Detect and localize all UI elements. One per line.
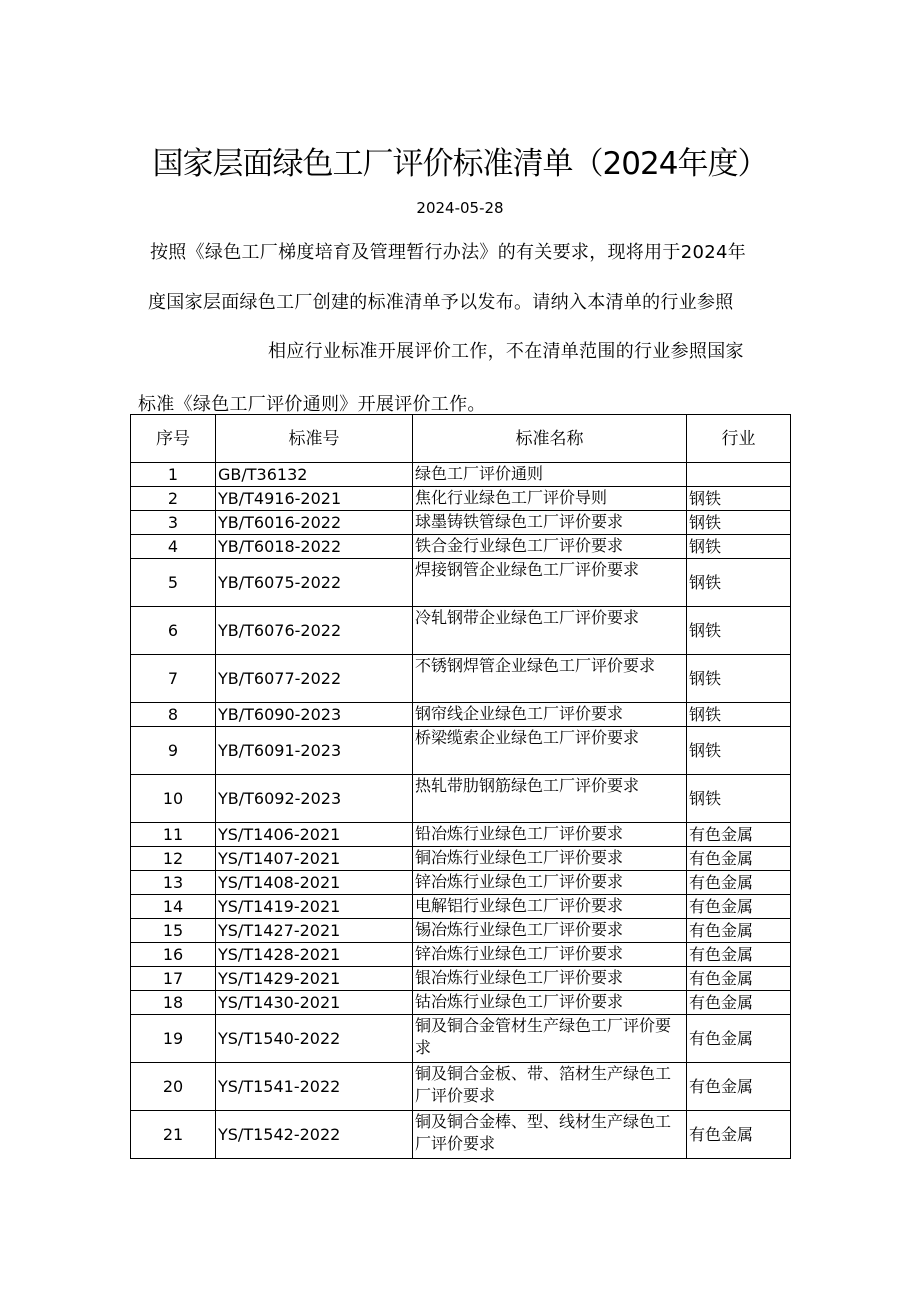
standard-code: YS/T1419-2021 bbox=[216, 895, 413, 919]
standard-code: YS/T1541-2022 bbox=[216, 1063, 413, 1111]
standard-name: 银冶炼行业绿色工厂评价要求 bbox=[413, 967, 687, 991]
table-row bbox=[131, 847, 791, 871]
industry: 有色金属 bbox=[687, 943, 791, 967]
standard-code: YS/T1407-2021 bbox=[216, 847, 413, 871]
industry: 钢铁 bbox=[687, 775, 791, 823]
row-number: 16 bbox=[131, 943, 216, 967]
intro-line-4: 标准《绿色工厂评价通则》开展评价工作。 bbox=[138, 394, 486, 415]
standard-name: 冷轧钢带企业绿色工厂评价要求 bbox=[413, 607, 687, 655]
row-number: 12 bbox=[131, 847, 216, 871]
row-number: 17 bbox=[131, 967, 216, 991]
industry: 有色金属 bbox=[687, 1063, 791, 1111]
header-code: 标准号 bbox=[216, 415, 413, 463]
industry: 钢铁 bbox=[687, 727, 791, 775]
intro-line-2: 度国家层面绿色工厂创建的标准清单予以发布。请纳入本清单的行业参照 bbox=[148, 292, 734, 313]
standard-code: YS/T1430-2021 bbox=[216, 991, 413, 1015]
table-row bbox=[131, 775, 791, 823]
row-number: 10 bbox=[131, 775, 216, 823]
header-industry: 行业 bbox=[687, 415, 791, 463]
standard-code: YS/T1542-2022 bbox=[216, 1111, 413, 1159]
standard-code: YS/T1427-2021 bbox=[216, 919, 413, 943]
standard-name: 铜及铜合金棒、型、线材生产绿色工厂评价要求 bbox=[413, 1111, 687, 1159]
table-row bbox=[131, 919, 791, 943]
industry: 有色金属 bbox=[687, 871, 791, 895]
row-number: 1 bbox=[131, 463, 216, 487]
industry: 有色金属 bbox=[687, 823, 791, 847]
row-number: 2 bbox=[131, 487, 216, 511]
standard-code: YB/T6076-2022 bbox=[216, 607, 413, 655]
standard-code: YB/T6092-2023 bbox=[216, 775, 413, 823]
industry: 钢铁 bbox=[687, 607, 791, 655]
table-row bbox=[131, 607, 791, 655]
industry: 钢铁 bbox=[687, 511, 791, 535]
standard-code: YS/T1540-2022 bbox=[216, 1015, 413, 1063]
table-row bbox=[131, 1111, 791, 1159]
table-row bbox=[131, 895, 791, 919]
standard-name: 钢帘线企业绿色工厂评价要求 bbox=[413, 703, 687, 727]
header-no: 序号 bbox=[131, 415, 216, 463]
standard-name: 不锈钢焊管企业绿色工厂评价要求 bbox=[413, 655, 687, 703]
row-number: 3 bbox=[131, 511, 216, 535]
standard-code: YS/T1406-2021 bbox=[216, 823, 413, 847]
row-number: 7 bbox=[131, 655, 216, 703]
standard-code: YS/T1408-2021 bbox=[216, 871, 413, 895]
industry: 钢铁 bbox=[687, 487, 791, 511]
standard-name: 球墨铸铁管绿色工厂评价要求 bbox=[413, 511, 687, 535]
header-name: 标准名称 bbox=[413, 415, 687, 463]
standard-name: 电解铝行业绿色工厂评价要求 bbox=[413, 895, 687, 919]
industry: 钢铁 bbox=[687, 703, 791, 727]
table-row bbox=[131, 703, 791, 727]
table-row bbox=[131, 871, 791, 895]
row-number: 6 bbox=[131, 607, 216, 655]
table-row bbox=[131, 967, 791, 991]
industry: 有色金属 bbox=[687, 967, 791, 991]
standards-table bbox=[130, 414, 791, 1159]
standard-name: 铜及铜合金板、带、箔材生产绿色工厂评价要求 bbox=[413, 1063, 687, 1111]
table-row bbox=[131, 1015, 791, 1063]
standard-name: 绿色工厂评价通则 bbox=[413, 463, 687, 487]
standard-name: 焊接钢管企业绿色工厂评价要求 bbox=[413, 559, 687, 607]
standard-code: YB/T6016-2022 bbox=[216, 511, 413, 535]
industry: 有色金属 bbox=[687, 919, 791, 943]
standard-name: 锡冶炼行业绿色工厂评价要求 bbox=[413, 919, 687, 943]
table-header-row bbox=[131, 415, 791, 463]
table-row bbox=[131, 823, 791, 847]
table-row bbox=[131, 727, 791, 775]
row-number: 13 bbox=[131, 871, 216, 895]
industry: 钢铁 bbox=[687, 535, 791, 559]
standard-code: YB/T6077-2022 bbox=[216, 655, 413, 703]
row-number: 14 bbox=[131, 895, 216, 919]
table-row bbox=[131, 487, 791, 511]
standard-name: 钴冶炼行业绿色工厂评价要求 bbox=[413, 991, 687, 1015]
standard-name: 桥梁缆索企业绿色工厂评价要求 bbox=[413, 727, 687, 775]
row-number: 20 bbox=[131, 1063, 216, 1111]
table-row bbox=[131, 1063, 791, 1111]
standard-name: 铜及铜合金管材生产绿色工厂评价要求 bbox=[413, 1015, 687, 1063]
industry: 钢铁 bbox=[687, 559, 791, 607]
standard-code: YS/T1429-2021 bbox=[216, 967, 413, 991]
standard-code: YB/T6091-2023 bbox=[216, 727, 413, 775]
page-title: 国家层面绿色工厂评价标准清单（2024年度） bbox=[152, 146, 768, 182]
industry: 有色金属 bbox=[687, 847, 791, 871]
industry: 有色金属 bbox=[687, 1111, 791, 1159]
table-row bbox=[131, 511, 791, 535]
standard-name: 锌冶炼行业绿色工厂评价要求 bbox=[413, 943, 687, 967]
row-number: 9 bbox=[131, 727, 216, 775]
standard-code: GB/T36132 bbox=[216, 463, 413, 487]
row-number: 8 bbox=[131, 703, 216, 727]
standard-code: YB/T6075-2022 bbox=[216, 559, 413, 607]
standard-code: YB/T6090-2023 bbox=[216, 703, 413, 727]
standard-code: YB/T6018-2022 bbox=[216, 535, 413, 559]
industry: 有色金属 bbox=[687, 991, 791, 1015]
standard-code: YS/T1428-2021 bbox=[216, 943, 413, 967]
industry bbox=[687, 463, 791, 487]
standard-name: 铁合金行业绿色工厂评价要求 bbox=[413, 535, 687, 559]
intro-line-1: 按照《绿色工厂梯度培育及管理暂行办法》的有关要求，现将用于2024年 bbox=[150, 242, 747, 263]
industry: 有色金属 bbox=[687, 1015, 791, 1063]
publish-date: 2024-05-28 bbox=[416, 199, 504, 217]
standard-name: 铜冶炼行业绿色工厂评价要求 bbox=[413, 847, 687, 871]
row-number: 19 bbox=[131, 1015, 216, 1063]
standard-code: YB/T4916-2021 bbox=[216, 487, 413, 511]
table-row bbox=[131, 943, 791, 967]
intro-line-3: 相应行业标准开展评价工作，不在清单范围的行业参照国家 bbox=[268, 341, 744, 362]
row-number: 21 bbox=[131, 1111, 216, 1159]
row-number: 18 bbox=[131, 991, 216, 1015]
table-row bbox=[131, 535, 791, 559]
standard-name: 焦化行业绿色工厂评价导则 bbox=[413, 487, 687, 511]
row-number: 11 bbox=[131, 823, 216, 847]
industry: 钢铁 bbox=[687, 655, 791, 703]
row-number: 15 bbox=[131, 919, 216, 943]
table-row bbox=[131, 991, 791, 1015]
standard-name: 热轧带肋钢筋绿色工厂评价要求 bbox=[413, 775, 687, 823]
row-number: 4 bbox=[131, 535, 216, 559]
row-number: 5 bbox=[131, 559, 216, 607]
table-row bbox=[131, 655, 791, 703]
industry: 有色金属 bbox=[687, 895, 791, 919]
table-row bbox=[131, 559, 791, 607]
standard-name: 铅冶炼行业绿色工厂评价要求 bbox=[413, 823, 687, 847]
table-row bbox=[131, 463, 791, 487]
standard-name: 锌冶炼行业绿色工厂评价要求 bbox=[413, 871, 687, 895]
